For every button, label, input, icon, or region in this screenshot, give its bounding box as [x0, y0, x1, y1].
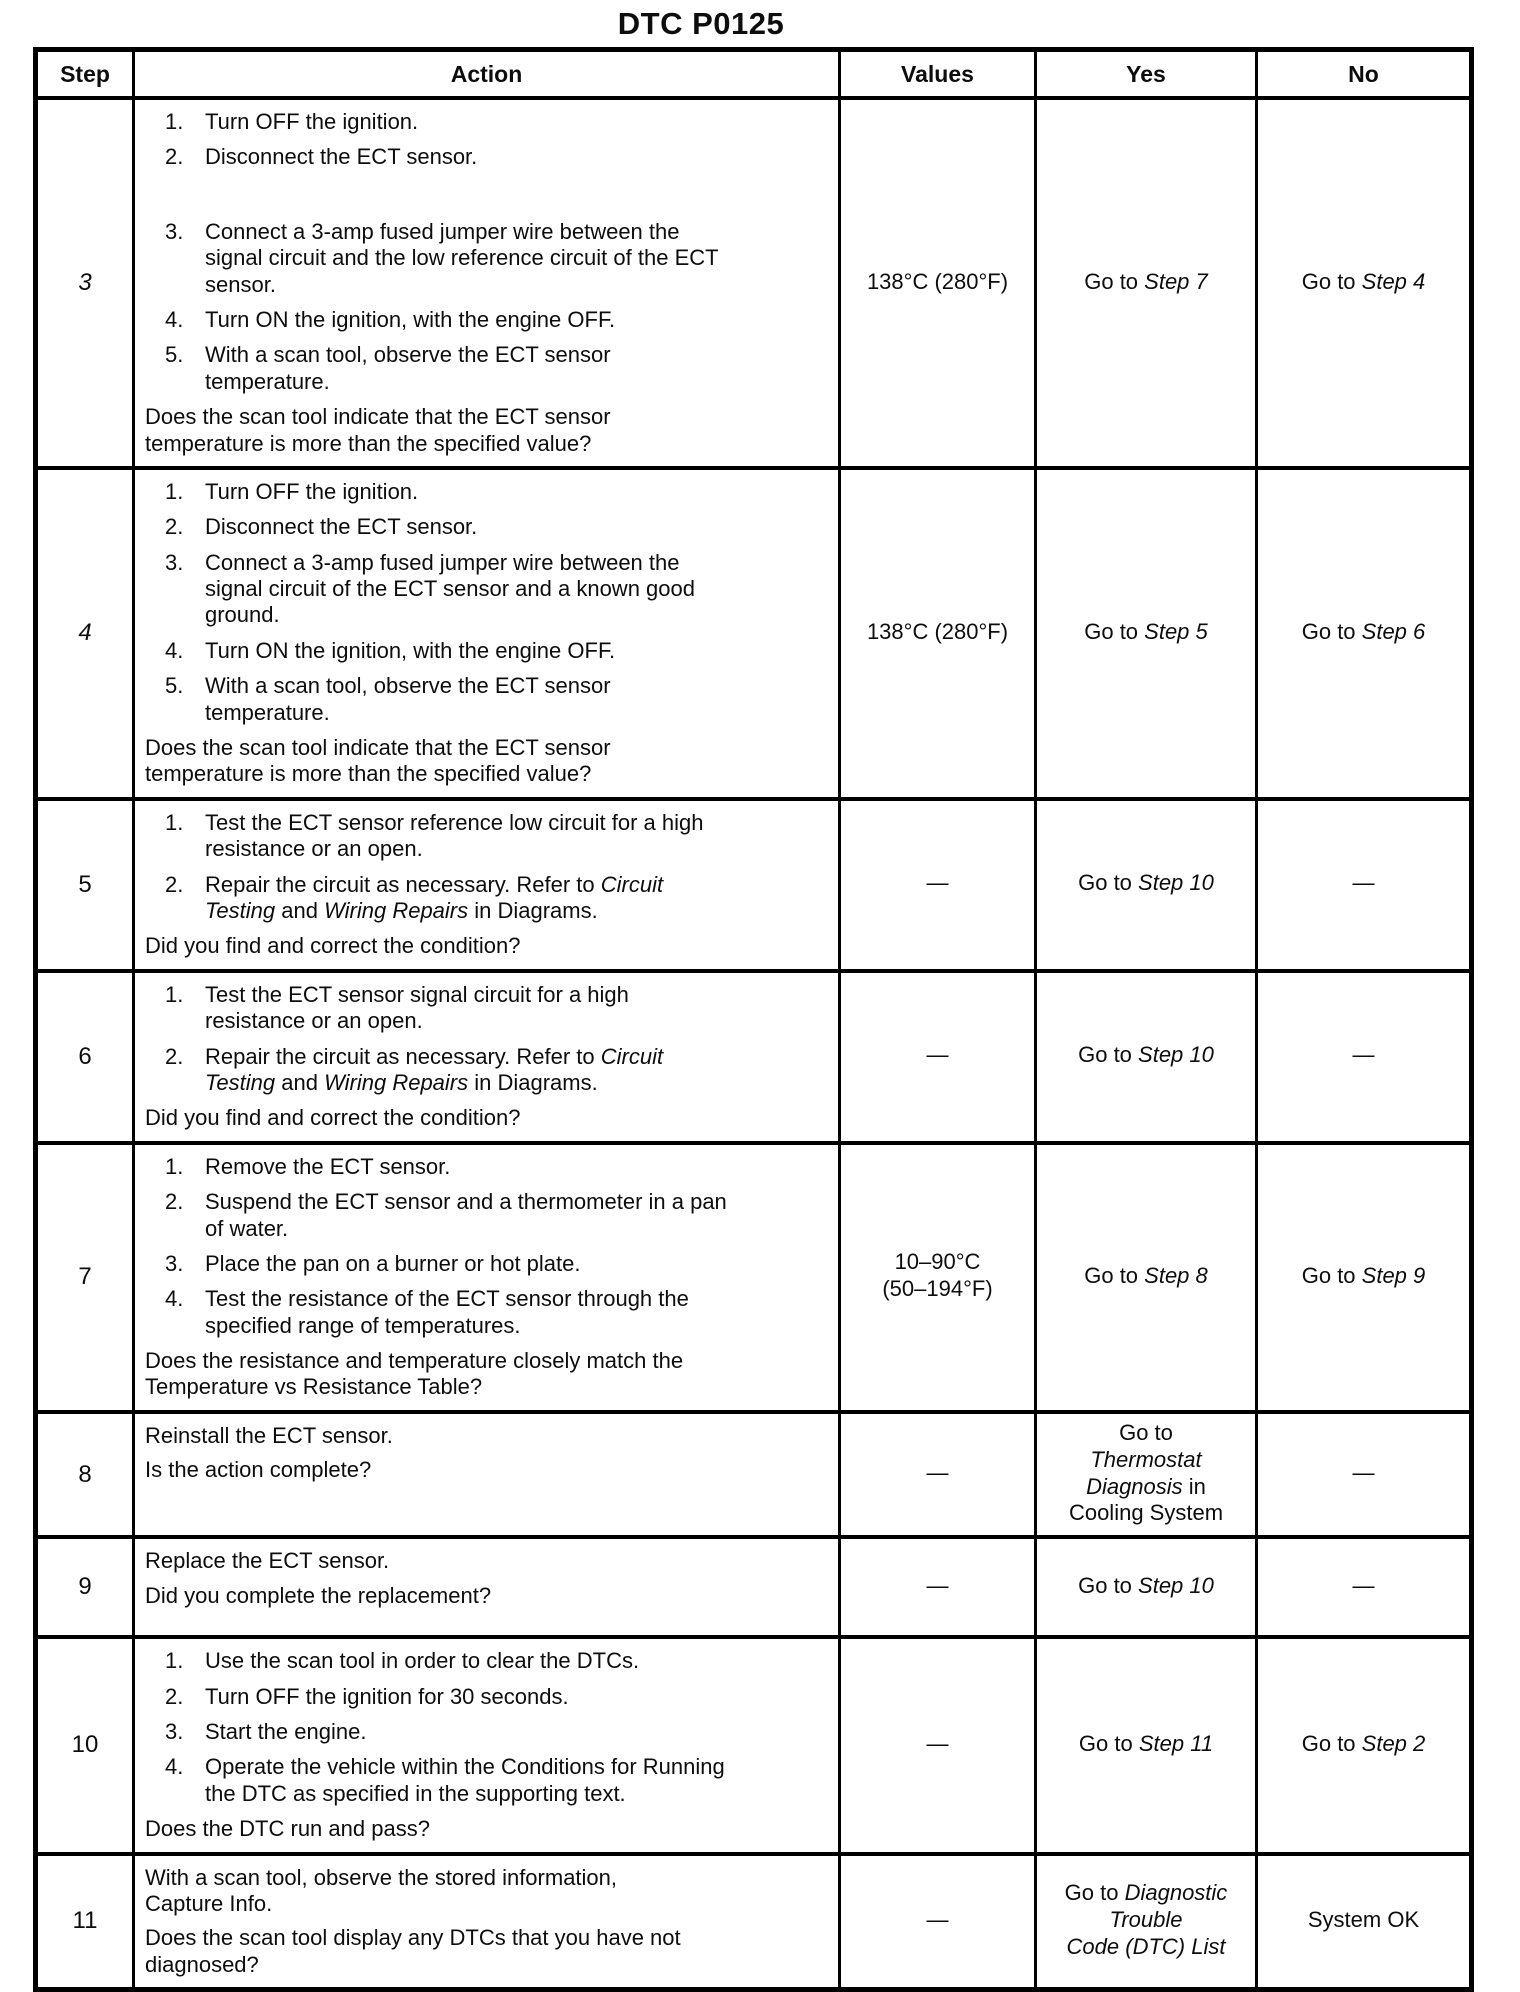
- action-item-number: 1.: [165, 1648, 184, 1674]
- action-item-text: [205, 1754, 796, 1807]
- text-line: temperature.: [205, 699, 330, 725]
- table-row-step-10: [36, 1637, 1472, 1853]
- text-line: Is the action complete?: [145, 1457, 372, 1483]
- yes-cell-content: [1037, 1567, 1255, 1608]
- text-line: Go to Step 7: [1084, 268, 1208, 294]
- text-line: Does the resistance and temperature closely match the: [145, 1348, 684, 1374]
- action-item: [145, 1719, 796, 1745]
- text-line: —: [1352, 1460, 1375, 1486]
- no-cell-content: [1258, 1725, 1469, 1766]
- text-line: Test the resistance of the ECT sensor through the: [205, 1286, 689, 1312]
- action-item-text: [205, 1251, 796, 1277]
- step-number-cell: [36, 799, 134, 971]
- text-line: Connect a 3-amp fused jumper wire between the: [205, 549, 680, 575]
- table-row-step-5: [36, 799, 1472, 971]
- action-item: [145, 1684, 796, 1710]
- table-row-step-11: [36, 1854, 1472, 1990]
- action-question: [145, 933, 796, 959]
- text-line: Go to Step 10: [1078, 1042, 1214, 1068]
- action-question: [145, 404, 796, 457]
- values-cell: [840, 799, 1036, 971]
- text-line: Operate the vehicle within the Conditions for Running: [205, 1754, 725, 1780]
- action-item-number: 2.: [165, 871, 184, 897]
- action-cell: [134, 1854, 840, 1990]
- text-line: —: [926, 1730, 949, 1756]
- action-item-text: [205, 479, 796, 505]
- action-item-number: 4.: [165, 1754, 184, 1780]
- text-line: —: [926, 1460, 949, 1486]
- action-item-text: [205, 550, 796, 629]
- values-cell-content: [841, 1567, 1034, 1608]
- step-number-cell: [36, 1143, 134, 1412]
- text-line: specified range of temperatures.: [205, 1312, 521, 1338]
- action-question: [145, 1105, 796, 1131]
- text-line: Disconnect the ECT sensor.: [205, 514, 478, 540]
- values-cell-content: [841, 864, 1034, 905]
- text-line: Testing and Wiring Repairs in Diagrams.: [205, 897, 598, 923]
- text-line: —: [926, 1906, 949, 1932]
- action-item: [145, 514, 796, 540]
- text-line: —: [1352, 1572, 1375, 1598]
- action-item-number: 1.: [165, 478, 184, 504]
- yes-cell: [1036, 98, 1257, 468]
- step-number: 7: [78, 1263, 92, 1291]
- text-line: With a scan tool, observe the ECT sensor: [205, 342, 611, 368]
- action-item-text: [205, 514, 796, 540]
- action-item: [145, 673, 796, 726]
- table-header-row: [36, 50, 1472, 99]
- step-number-cell: [36, 1854, 134, 1990]
- action-item-number: 1.: [165, 1153, 184, 1179]
- text-line: —: [926, 870, 949, 896]
- step-number: 9: [78, 1573, 92, 1601]
- yes-cell-content: [1037, 1036, 1255, 1077]
- action-question: [145, 1348, 796, 1401]
- yes-cell: [1036, 468, 1257, 799]
- page-title: DTC P0125: [617, 6, 785, 41]
- text-line: Go to Step 6: [1301, 618, 1426, 644]
- step-number-cell: [36, 971, 134, 1143]
- values-cell-content: [841, 1454, 1034, 1495]
- step-number: 5: [78, 870, 92, 898]
- text-line: 10–90°C: [894, 1249, 981, 1275]
- action-item-text: [205, 144, 796, 170]
- yes-cell: [1036, 1537, 1257, 1637]
- action-item: [145, 1251, 796, 1277]
- text-line: ground.: [205, 602, 280, 628]
- text-line: 138°C (280°F): [866, 618, 1009, 644]
- step-number: 10: [71, 1731, 99, 1759]
- text-line: Turn ON the ignition, with the engine OFF.: [205, 306, 616, 332]
- text-line: Trouble: [1109, 1906, 1183, 1932]
- no-cell: [1257, 1637, 1472, 1853]
- text-line: Did you find and correct the condition?: [145, 1105, 521, 1131]
- action-cell: [134, 1537, 840, 1637]
- no-cell-content: [1258, 1567, 1469, 1608]
- text-line: temperature is more than the specified value?: [145, 761, 592, 787]
- values-cell-content: [841, 1725, 1034, 1766]
- text-line: Diagnosis in: [1086, 1473, 1206, 1499]
- text-line: Repair the circuit as necessary. Refer to Circuit: [205, 1043, 664, 1069]
- text-line: Repair the circuit as necessary. Refer to Circuit: [205, 871, 664, 897]
- no-cell: [1257, 98, 1472, 468]
- text-line: temperature is more than the specified value?: [145, 430, 592, 456]
- text-line: Did you complete the replacement?: [145, 1582, 492, 1608]
- text-line: Go to Diagnostic: [1064, 1880, 1228, 1906]
- table-header: [36, 50, 1472, 99]
- action-cell: [134, 799, 840, 971]
- action-item: [145, 810, 796, 863]
- text-line: —: [926, 1042, 949, 1068]
- dtc-diagnostic-table: [33, 47, 1474, 1992]
- action-item-number: 2.: [165, 1043, 184, 1069]
- yes-cell-content: [1037, 263, 1255, 304]
- action-item-text: [205, 109, 796, 135]
- text-line: signal circuit of the ECT sensor and a known good: [205, 576, 695, 602]
- action-question: [145, 1925, 796, 1978]
- text-line: resistance or an open.: [205, 1008, 423, 1034]
- text-line: Disconnect the ECT sensor.: [205, 144, 478, 170]
- action-item-text: [205, 1189, 796, 1242]
- action-content: [135, 1856, 838, 1988]
- table-row-step-3: [36, 98, 1472, 468]
- values-cell: [840, 468, 1036, 799]
- action-question: [145, 1816, 796, 1842]
- table-row-step-4: [36, 468, 1472, 799]
- text-line: Testing and Wiring Repairs in Diagrams.: [205, 1069, 598, 1095]
- action-item-number: 2.: [165, 1189, 184, 1215]
- action-item-number: 2.: [165, 514, 184, 540]
- text-line: Place the pan on a burner or hot plate.: [205, 1250, 581, 1276]
- action-content: [135, 973, 838, 1141]
- action-cell: [134, 971, 840, 1143]
- text-line: Turn ON the ignition, with the engine OFF.: [205, 637, 616, 663]
- no-cell-content: [1258, 864, 1469, 905]
- yes-cell: [1036, 1854, 1257, 1990]
- action-item: [145, 1044, 796, 1097]
- action-item-text: [205, 673, 796, 726]
- column-header-yes: Yes: [1036, 50, 1257, 99]
- text-line: Connect a 3-amp fused jumper wire between the: [205, 218, 680, 244]
- action-item-number: 5.: [165, 673, 184, 699]
- values-cell: [840, 971, 1036, 1143]
- action-item: [145, 1154, 796, 1180]
- action-item-number: 5.: [165, 342, 184, 368]
- action-paragraph: [145, 1423, 796, 1449]
- action-item-text: [205, 810, 796, 863]
- action-item-number: 3.: [165, 218, 184, 244]
- step-number: 6: [78, 1042, 92, 1070]
- action-item-text: [205, 1154, 796, 1180]
- action-item-number: 4.: [165, 306, 184, 332]
- text-line: —: [1352, 870, 1375, 896]
- action-item: [145, 219, 796, 298]
- action-item: [145, 982, 796, 1035]
- text-line: Go to Step 10: [1078, 870, 1214, 896]
- action-item-text: [205, 342, 796, 395]
- action-item-text: [205, 1684, 796, 1710]
- action-item: [145, 638, 796, 664]
- no-cell-content: [1258, 613, 1469, 654]
- text-line: Go to Step 8: [1084, 1262, 1208, 1288]
- action-item-number: 4.: [165, 1286, 184, 1312]
- text-line: —: [1352, 1042, 1375, 1068]
- text-line: Use the scan tool in order to clear the DTCs.: [205, 1648, 640, 1674]
- action-content: [135, 1539, 838, 1618]
- action-item-number: 3.: [165, 1718, 184, 1744]
- action-item: [145, 342, 796, 395]
- values-cell-content: [841, 263, 1034, 304]
- action-question: [145, 1583, 796, 1609]
- text-line: Turn OFF the ignition for 30 seconds.: [205, 1683, 569, 1709]
- action-item-text: [205, 1044, 796, 1097]
- no-cell-content: [1258, 1036, 1469, 1077]
- text-line: Reinstall the ECT sensor.: [145, 1422, 393, 1448]
- yes-cell-content: [1037, 864, 1255, 905]
- column-header-values: Values: [840, 50, 1036, 99]
- action-content: [135, 1145, 838, 1410]
- text-line: Turn OFF the ignition.: [205, 478, 419, 504]
- action-item-text: [205, 1286, 796, 1339]
- text-line: Test the ECT sensor signal circuit for a high: [205, 981, 629, 1007]
- step-number-cell: [36, 468, 134, 799]
- text-line: Capture Info.: [145, 1890, 273, 1916]
- values-cell-content: [841, 1036, 1034, 1077]
- text-line: Code (DTC) List: [1066, 1933, 1226, 1959]
- text-line: Did you find and correct the condition?: [145, 933, 521, 959]
- text-line: Go to Step 11: [1078, 1730, 1214, 1756]
- action-content: [135, 801, 838, 969]
- yes-cell: [1036, 799, 1257, 971]
- text-line: Replace the ECT sensor.: [145, 1548, 390, 1574]
- action-item-number: 2.: [165, 144, 184, 170]
- action-cell: [134, 468, 840, 799]
- text-line: Suspend the ECT sensor and a thermometer in a pan: [205, 1189, 727, 1215]
- no-cell: [1257, 799, 1472, 971]
- yes-cell: [1036, 971, 1257, 1143]
- no-cell: [1257, 1143, 1472, 1412]
- yes-cell-content: [1037, 613, 1255, 654]
- step-number-cell: [36, 1637, 134, 1853]
- action-item: [145, 144, 796, 170]
- yes-cell: [1036, 1412, 1257, 1537]
- action-content: [135, 100, 838, 466]
- text-line: Does the scan tool indicate that the ECT sensor: [145, 735, 611, 761]
- no-cell: [1257, 1412, 1472, 1537]
- yes-cell-content: [1037, 1725, 1255, 1766]
- values-cell-content: [841, 1901, 1034, 1942]
- no-cell-content: [1258, 1454, 1469, 1495]
- text-line: Go to: [1119, 1419, 1173, 1445]
- text-line: Start the engine.: [205, 1718, 367, 1744]
- table-row-step-6: [36, 971, 1472, 1143]
- action-item: [145, 1286, 796, 1339]
- action-item-number: 1.: [165, 981, 184, 1007]
- text-line: resistance or an open.: [205, 836, 423, 862]
- text-line: Go to Step 4: [1301, 268, 1426, 294]
- text-line: Go to Step 9: [1301, 1262, 1426, 1288]
- yes-cell: [1036, 1637, 1257, 1853]
- yes-cell-content: [1037, 1874, 1255, 1968]
- values-cell-content: [841, 1243, 1034, 1311]
- text-line: Test the ECT sensor reference low circuit for a high: [205, 809, 704, 835]
- no-cell-content: [1258, 1257, 1469, 1298]
- action-item-text: [205, 219, 796, 298]
- text-line: System OK: [1307, 1906, 1420, 1932]
- action-question: [145, 1457, 796, 1483]
- no-cell-content: [1258, 263, 1469, 304]
- no-cell: [1257, 1537, 1472, 1637]
- table-row-step-8: [36, 1412, 1472, 1537]
- action-cell: [134, 98, 840, 468]
- values-cell: [840, 1637, 1036, 1853]
- action-item-number: 4.: [165, 637, 184, 663]
- no-cell: [1257, 971, 1472, 1143]
- values-cell: [840, 1854, 1036, 1990]
- values-cell: [840, 1412, 1036, 1537]
- yes-cell-content: [1037, 1414, 1255, 1535]
- text-line: Go to Step 10: [1078, 1572, 1214, 1598]
- values-cell: [840, 1537, 1036, 1637]
- text-line: diagnosed?: [145, 1951, 259, 1977]
- yes-cell-content: [1037, 1257, 1255, 1298]
- action-item-number: 3.: [165, 1250, 184, 1276]
- text-line: Cooling System: [1068, 1500, 1224, 1526]
- action-item-number: 2.: [165, 1683, 184, 1709]
- action-item-text: [205, 872, 796, 925]
- text-line: Thermostat: [1090, 1446, 1202, 1472]
- action-item: [145, 1189, 796, 1242]
- action-item-number: 1.: [165, 109, 184, 134]
- action-content: [135, 1414, 838, 1493]
- action-paragraph: [145, 1548, 796, 1574]
- action-item: [145, 872, 796, 925]
- step-number-cell: [36, 1537, 134, 1637]
- values-cell: [840, 1143, 1036, 1412]
- action-item: [145, 550, 796, 629]
- text-line: the DTC as specified in the supporting text.: [205, 1780, 626, 1806]
- table-body: [36, 98, 1472, 1990]
- step-number: 4: [78, 619, 92, 647]
- text-line: temperature.: [205, 368, 330, 394]
- action-question: [145, 735, 796, 788]
- column-header-no: No: [1257, 50, 1472, 99]
- text-line: Temperature vs Resistance Table?: [145, 1374, 483, 1400]
- action-item-number: 3.: [165, 549, 184, 575]
- table-row-step-7: [36, 1143, 1472, 1412]
- text-line: —: [926, 1572, 949, 1598]
- no-cell-content: [1258, 1901, 1469, 1942]
- action-item-number: 1.: [165, 809, 184, 835]
- action-item-text: [205, 982, 796, 1035]
- table-row-step-9: [36, 1537, 1472, 1637]
- values-cell: [840, 98, 1036, 468]
- no-cell: [1257, 468, 1472, 799]
- action-item: [145, 1648, 796, 1674]
- text-line: Remove the ECT sensor.: [205, 1153, 451, 1179]
- step-number: 3: [78, 268, 92, 296]
- column-header-step: Step: [36, 50, 134, 99]
- action-item: [145, 1754, 796, 1807]
- step-number-cell: [36, 1412, 134, 1537]
- action-content: [135, 470, 838, 797]
- action-item-text: [205, 1648, 796, 1674]
- step-number: 11: [72, 1907, 98, 1935]
- action-cell: [134, 1412, 840, 1537]
- action-item: [145, 307, 796, 333]
- action-cell: [134, 1143, 840, 1412]
- text-line: With a scan tool, observe the stored information,: [145, 1864, 618, 1890]
- action-item-text: [205, 638, 796, 664]
- text-line: Does the scan tool indicate that the ECT sensor: [145, 404, 611, 430]
- action-item: [145, 109, 796, 135]
- step-number: 8: [78, 1460, 92, 1488]
- text-line: of water.: [205, 1215, 289, 1241]
- text-line: sensor.: [205, 271, 276, 297]
- text-line: 138°C (280°F): [866, 268, 1009, 294]
- action-cell: [134, 1637, 840, 1853]
- text-line: Does the scan tool display any DTCs that you have not: [145, 1925, 681, 1951]
- no-cell: [1257, 1854, 1472, 1990]
- text-line: signal circuit and the low reference circuit of the ECT: [205, 245, 719, 271]
- action-content: [135, 1639, 838, 1851]
- text-line: Go to Step 2: [1301, 1730, 1426, 1756]
- text-line: Go to Step 5: [1084, 618, 1208, 644]
- action-item: [145, 479, 796, 505]
- column-header-action: Action: [134, 50, 840, 99]
- action-item-text: [205, 307, 796, 333]
- text-line: Turn OFF the ignition.: [205, 109, 419, 134]
- action-item-text: [205, 1719, 796, 1745]
- action-paragraph: [145, 1865, 796, 1918]
- text-line: With a scan tool, observe the ECT sensor: [205, 673, 611, 699]
- text-line: (50–194°F): [882, 1276, 993, 1302]
- text-line: Does the DTC run and pass?: [145, 1816, 430, 1842]
- yes-cell: [1036, 1143, 1257, 1412]
- step-number-cell: [36, 98, 134, 468]
- values-cell-content: [841, 613, 1034, 654]
